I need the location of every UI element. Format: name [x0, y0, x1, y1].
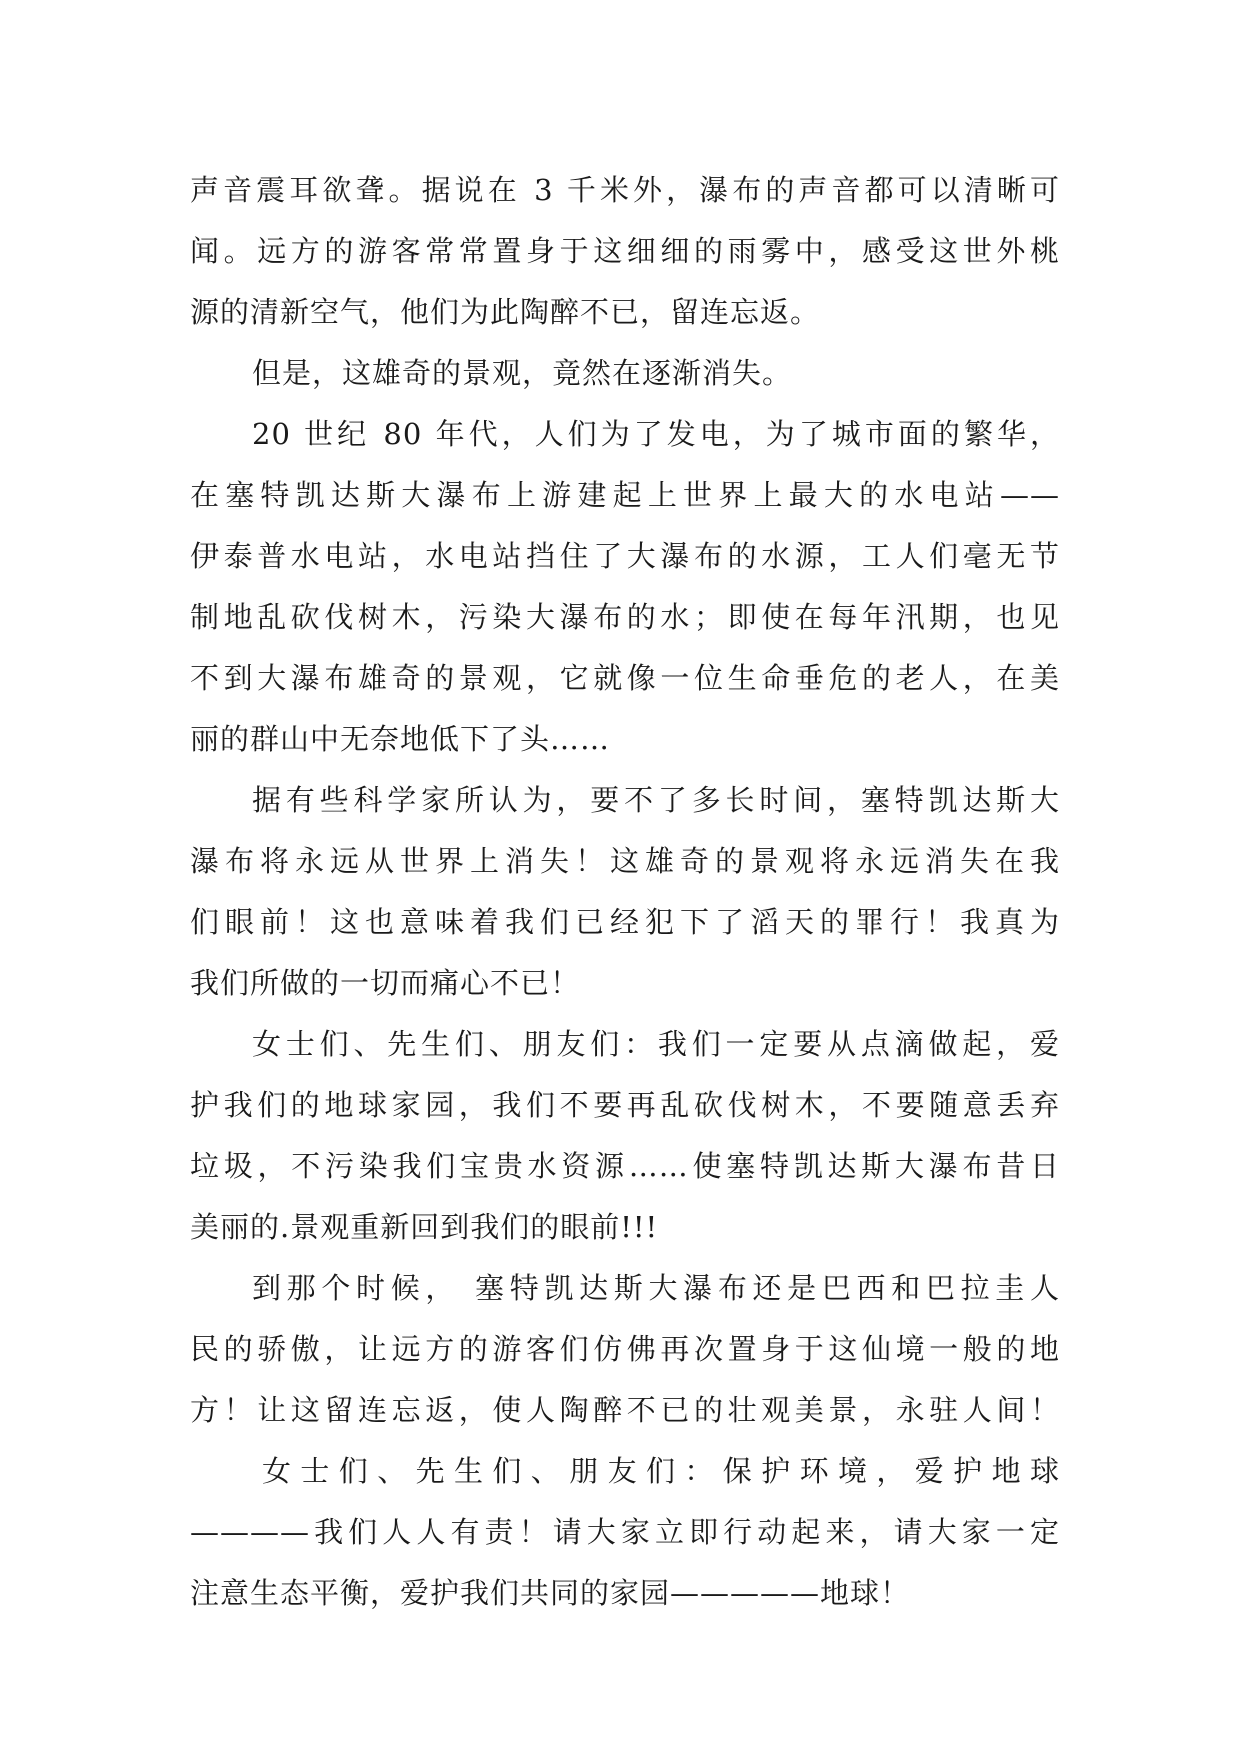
paragraph-start-line: 20 世纪 80 年代，人们为了发电，为了城市面的繁华，: [252, 417, 1060, 451]
text-line: 声音震耳欲聋。据说在 3 千米外，瀑布的声音都可以清晰可: [190, 173, 1060, 207]
text-line: 垃圾，不污染我们宝贵水资源……使塞特凯达斯大瀑布昔日: [190, 1149, 1060, 1183]
paragraph-start-line: 女士们、先生们、朋友们：保护环境，爱护地球: [262, 1454, 1060, 1488]
paragraph-start-line: 据有些科学家所认为，要不了多长时间，塞特凯达斯大: [252, 783, 1060, 817]
document-body: [190, 160, 1060, 1624]
text-line: 方！让这留连忘返，使人陶醉不已的壮观美景，永驻人间！: [190, 1393, 1060, 1427]
text-line: ————我们人人有责！请大家立即行动起来，请大家一定: [190, 1515, 1060, 1549]
text-line: 在塞特凯达斯大瀑布上游建起上世界上最大的水电站——: [190, 478, 1060, 512]
text-line: 们眼前！这也意味着我们已经犯下了滔天的罪行！我真为: [190, 905, 1060, 939]
text-line: 丽的群山中无奈地低下了头……: [190, 722, 611, 756]
text-line: 不到大瀑布雄奇的景观，它就像一位生命垂危的老人，在美: [190, 661, 1060, 695]
text-line: 民的骄傲，让远方的游客们仿佛再次置身于这仙境一般的地: [190, 1332, 1060, 1366]
paragraph-start-line: 女士们、先生们、朋友们：我们一定要从点滴做起，爱: [252, 1027, 1060, 1061]
text-line: 伊泰普水电站，水电站挡住了大瀑布的水源，工人们毫无节: [190, 539, 1060, 573]
text-line: 美丽的.景观重新回到我们的眼前!!!: [190, 1210, 659, 1244]
text-line: 护我们的地球家园，我们不要再乱砍伐树木，不要随意丢弃: [190, 1088, 1060, 1122]
text-line: 瀑布将永远从世界上消失！这雄奇的景观将永远消失在我: [190, 844, 1060, 878]
paragraph-start-line: 到那个时候， 塞特凯达斯大瀑布还是巴西和巴拉圭人: [252, 1271, 1060, 1305]
paragraph-start-line: 但是，这雄奇的景观，竟然在逐渐消失。: [252, 356, 793, 390]
text-line: 源的清新空气，他们为此陶醉不已，留连忘返。: [190, 295, 821, 329]
text-line: 我们所做的一切而痛心不已！: [190, 966, 581, 1000]
text-line: 闻。远方的游客常常置身于这细细的雨雾中，感受这世外桃: [190, 234, 1060, 268]
text-line: 制地乱砍伐树木，污染大瀑布的水；即使在每年汛期，也见: [190, 600, 1060, 634]
text-line: 注意生态平衡，爱护我们共同的家园—————地球！: [190, 1576, 911, 1610]
